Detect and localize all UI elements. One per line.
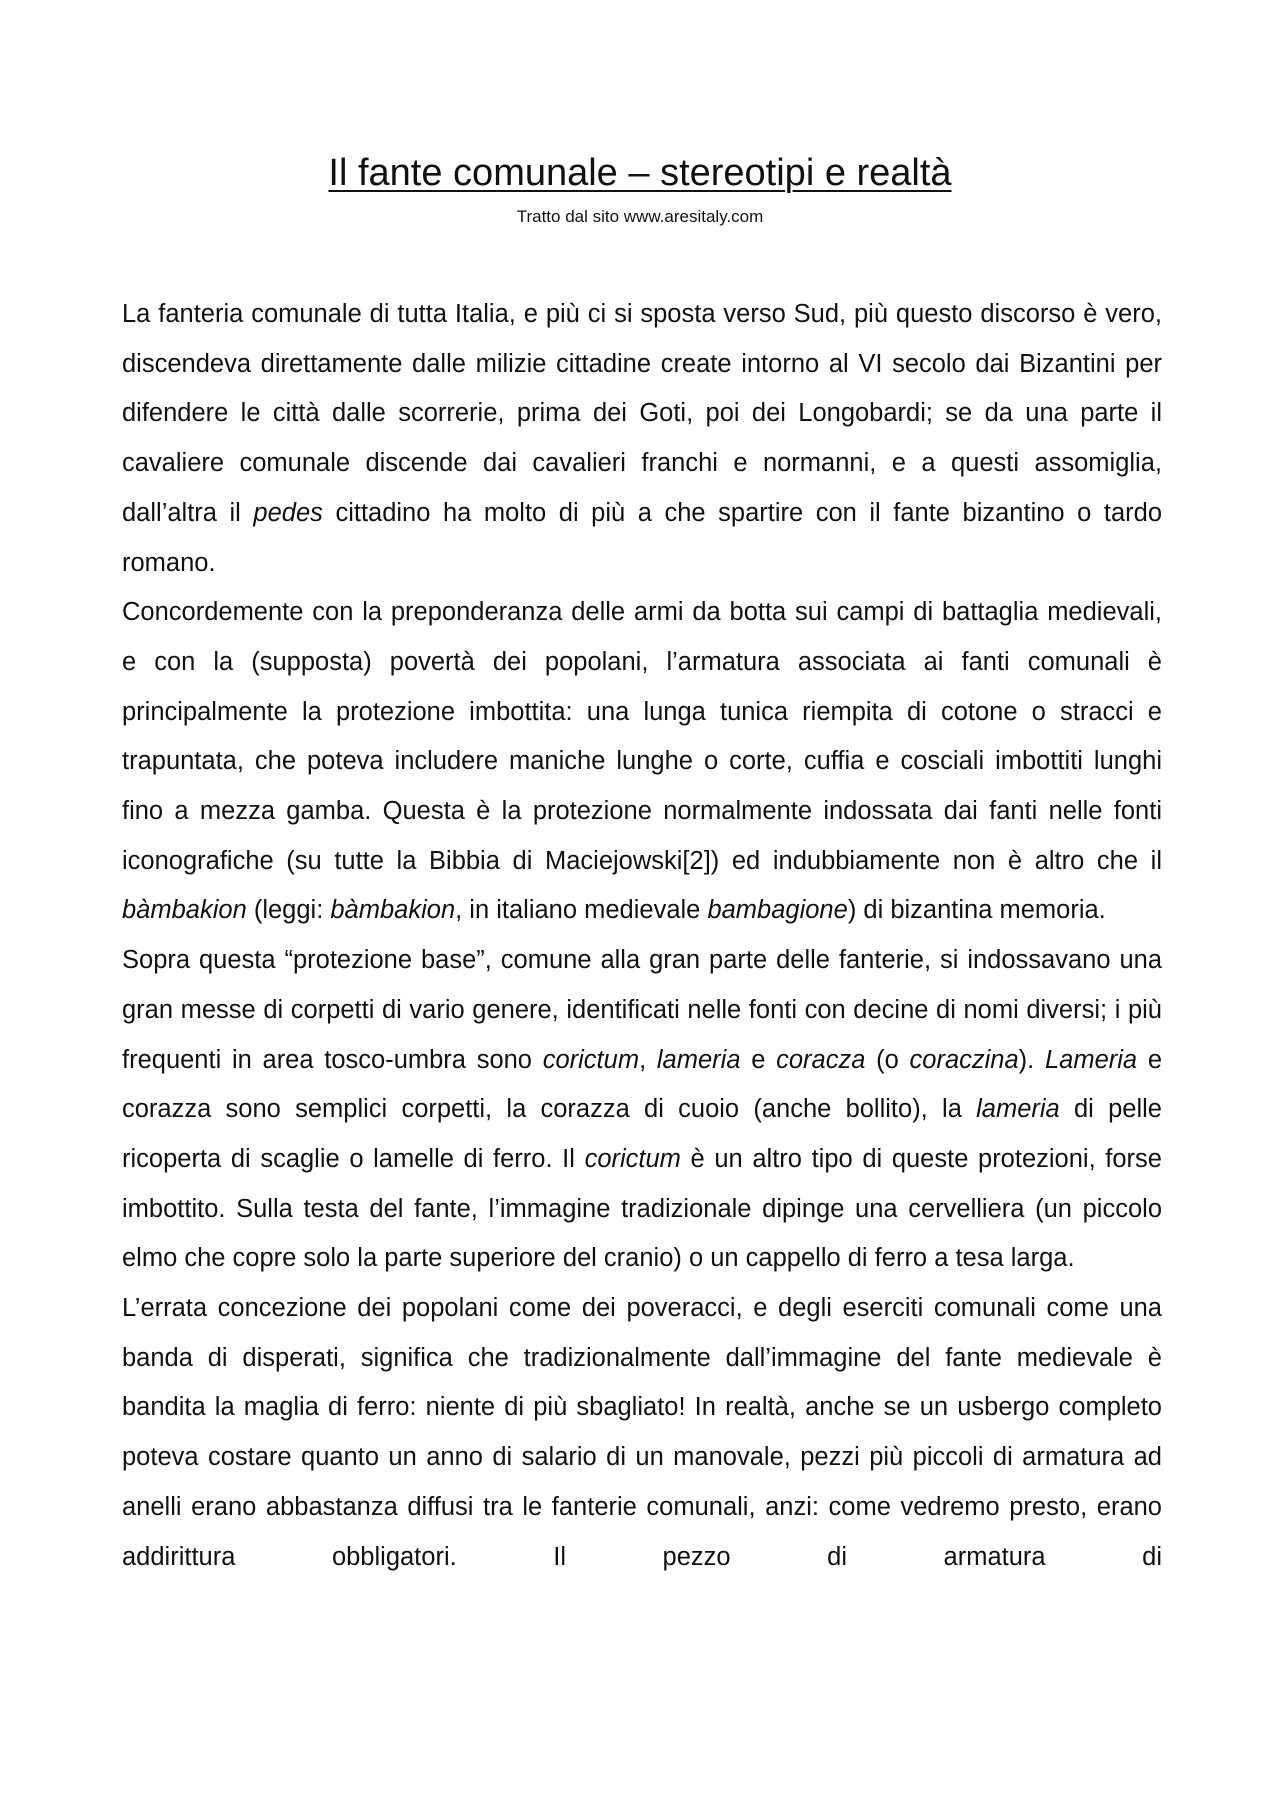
paragraph-text: e (740, 1045, 777, 1074)
italic-term: bàmbakion (330, 896, 456, 925)
italic-term: bambagione (707, 896, 848, 925)
paragraph-4 (122, 1284, 1162, 1582)
source-note: Tratto dal sito www.aresitaly.com (516, 207, 764, 226)
italic-term: pedes (253, 498, 323, 527)
italic-term: corictum (542, 1045, 640, 1074)
italic-term: corictum (584, 1144, 681, 1173)
italic-term: coraczina (909, 1045, 1019, 1074)
paragraph-text: cittadino ha molto di più a che spartire con il fante bizantino o tardo romano. (122, 498, 1163, 577)
paragraph-2 (122, 588, 1162, 936)
italic-term: lameria (656, 1045, 741, 1074)
italic-term: bàmbakion (122, 896, 247, 925)
document-title: Il fante comunale – stereotipi e realtà (328, 152, 952, 194)
paragraph-text: Concordemente con la preponderanza delle armi da botta sui campi di battaglia medievali, e con la (supposta) povertà dei popolani, l’armatura associata ai fanti comunali è principalmente la protezione imbottita: una lunga tunica riempita di cotone o stracci e trapuntata, che poteva includere maniche lunghe o corte, cuffia e cosciali imbottiti lunghi fino a mezza gamba. Questa è la protezione normalmente indossata dai fanti nelle fonti iconografiche (su tutte la Bibbia di Maciejowski[2]) ed indubbiamente non è altro che il (122, 598, 1162, 875)
paragraph-text: ). (1018, 1045, 1045, 1074)
italic-term: lameria (976, 1095, 1060, 1124)
paragraph-text: L’errata concezione dei popolani come dei poveracci, e degli eserciti comunali come una banda di disperati, significa che tradizionalmente dall’immagine del fante medievale è bandita la maglia di ferro: niente di più sbagliato! In realtà, anche se un usbergo completo poteva costare quanto un anno di salario di un manovale, pezzi più piccoli di armatura ad anelli erano abbastanza diffusi tra le fanterie comunali, anzi: come vedremo presto, erano addirittura obbligatori. Il pezzo di armatura di (122, 1294, 1162, 1571)
paragraph-text: , in italiano medievale (455, 896, 708, 925)
paragraph-3 (122, 936, 1162, 1284)
paragraph-1 (122, 290, 1162, 588)
paragraph-text: di pelle ricoperta di scaglie o lamelle di ferro. Il (122, 1095, 1162, 1173)
paragraph-text: , (639, 1045, 657, 1074)
paragraph-text: è un altro tipo di queste protezioni, forse imbottito. Sulla testa del fante, l’immagine tradizionale dipinge una cervelliera (un piccolo elmo che copre solo la parte superiore del cranio) o un cappello di ferro a tesa larga. (122, 1144, 1162, 1273)
paragraph-text: (leggi: (246, 896, 331, 925)
paragraph-text: e corazza sono semplici corpetti, la corazza di cuoio (anche bollito), la (122, 1045, 1163, 1124)
paragraph-text: ) di bizantina memoria. (847, 896, 1106, 925)
paragraph-text: La fanteria comunale di tutta Italia, e più ci si sposta verso Sud, più questo discorso è vero, discendeva direttamente dalle milizie cittadine create intorno al VI secolo dai Bizantini per difendere le città dalle scorrerie, prima dei Goti, poi dei Longobardi; se da una parte il cavaliere comunale discende dai cavalieri franchi e normanni, e a questi assomiglia, dall’altra il (122, 300, 1162, 527)
paragraph-text: Sopra questa “protezione base”, comune alla gran parte delle fanterie, si indossavano una gran messe di corpetti di vario genere, identificati nelle fonti con decine di nomi diversi; i più frequenti in area tosco-umbra sono (122, 946, 1162, 1074)
italic-term: coracza (776, 1045, 866, 1074)
document-body (122, 290, 1162, 1582)
paragraph-text: (o (865, 1045, 910, 1074)
italic-term: Lameria (1044, 1045, 1138, 1074)
